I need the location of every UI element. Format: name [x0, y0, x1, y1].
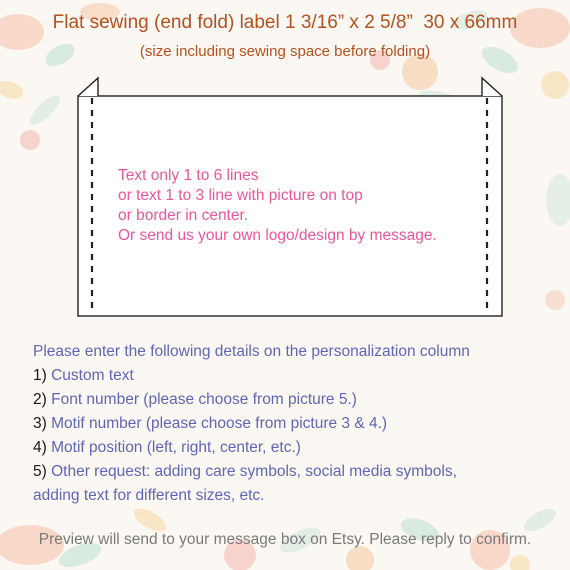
- details-intro: Please enter the following details on the personalization column: [33, 343, 470, 360]
- page-subtitle: (size including sewing space before folding): [139, 43, 431, 60]
- label-instructions: [118, 166, 478, 246]
- list-item-continuation: adding text for different sizes, etc.: [33, 487, 265, 504]
- item-text: Font number (please choose from picture 5.): [51, 391, 357, 408]
- item-number: 1): [33, 367, 47, 384]
- item-text: Other request: adding care symbols, social media symbols,: [51, 463, 457, 480]
- list-item: [33, 436, 563, 460]
- label-line: or border in center.: [118, 207, 249, 224]
- right-fold-flap: [482, 78, 502, 96]
- page-title: Flat sewing (end fold) label 1 3/16” x 2 5/8” 30 x 66mm: [52, 12, 518, 33]
- footer-note: Preview will send to your message box on Etsy. Please reply to confirm.: [38, 531, 532, 548]
- left-fold-flap: [78, 78, 98, 96]
- item-text: Motif number (please choose from picture 3 & 4.): [51, 415, 388, 432]
- label-line: Text only 1 to 6 lines: [118, 167, 259, 184]
- item-number: 4): [33, 439, 47, 456]
- item-text: Motif position (left, right, center, etc.): [51, 439, 301, 456]
- list-item: [33, 412, 563, 436]
- item-text: Custom text: [51, 367, 134, 384]
- personalization-details: [33, 340, 563, 508]
- item-number: 3): [33, 415, 47, 432]
- label-line: Or send us your own logo/design by message.: [118, 227, 437, 244]
- list-item: [33, 460, 563, 484]
- item-number: 5): [33, 463, 47, 480]
- item-number: 2): [33, 391, 47, 408]
- list-item: [33, 388, 563, 412]
- list-item: [33, 364, 563, 388]
- label-line: or text 1 to 3 line with picture on top: [118, 187, 363, 204]
